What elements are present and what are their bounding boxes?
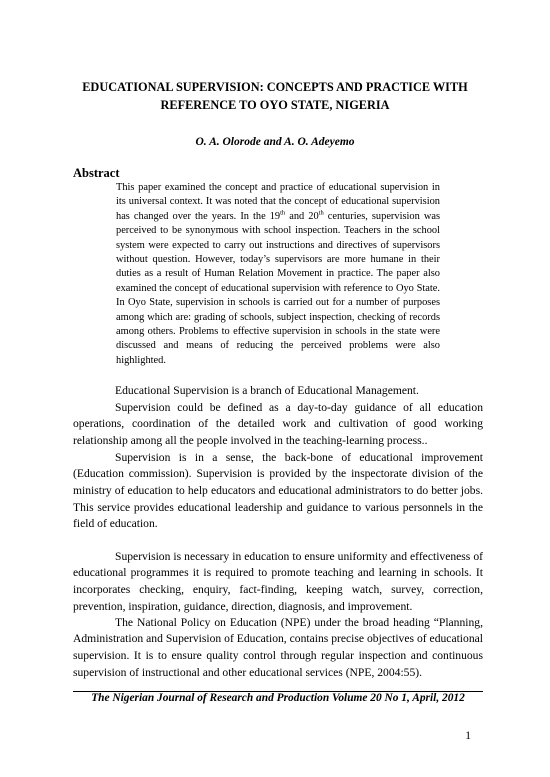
authors: O. A. Olorode and A. O. Adeyemo [195, 136, 355, 148]
body-paragraph-1: Educational Supervision is a branch of Educational Management. [115, 384, 419, 397]
title-line-1: EDUCATIONAL SUPERVISION: CONCEPTS AND PRACTICE WITH [82, 80, 468, 94]
superscript-th-1: th [280, 209, 286, 217]
superscript-th-2: th [318, 209, 324, 217]
abstract-text [116, 181, 440, 368]
body-paragraph-2: Supervision could be defined as a day-to-day guidance of all education operations, coordination of the detailed work and cultivation of good working relationship among all the people involved in the teaching-learning process.. [73, 400, 483, 447]
abstract-text-c: centuries, supervision was perceived to be synonymous with school inspection. Teachers in the school system were expected to carry out instructions and directives of supervisors without question. However, today’s supervisors are more humane in their duties as a result of Human Relation Movement in practice. The paper also examined the concept of educational supervision with reference to Oyo State. In Oyo State, supervision in schools is carried out for a number of purposes among which are: grading of schools, subject inspection, checking of records among others. Problems to effective supervision in schools in the state were discussed and means of reducing the perceived problems were also highlighted. [116, 210, 440, 366]
paper-title [60, 78, 490, 114]
abstract-text-b: and 20 [285, 210, 319, 222]
journal-footer: The Nigerian Journal of Research and Production Volume 20 No 1, April, 2012 [91, 692, 465, 704]
body-paragraph-5: The National Policy on Education (NPE) under the broad heading “Planning, Administration and Supervision of Education, contains precise objectives of educational supervision. It is to ensure quality control through regular inspection and continuous supervision of instructional and other educational services (NPE, 2004:55). [73, 615, 483, 679]
body-paragraph-4: Supervision is necessary in education to ensure uniformity and effectiveness of educational programmes it is required to promote teaching and learning in schools. It incorporates checking, enquiry, fact-finding, keeping watch, survey, correction, prevention, inspiration, guidance, direction, diagnosis, and improvement. [73, 549, 483, 613]
page-number: 1 [465, 730, 471, 742]
body-paragraph-3: Supervision is in a sense, the back-bone of educational improvement (Education commission). Supervision is provided by the inspectorate division of the ministry of education to help educators and educational administrators to do better jobs. This service provides educational leadership and guidance to various personnels in the field of education. [73, 450, 483, 531]
title-line-2: REFERENCE TO OYO STATE, NIGERIA [160, 98, 390, 112]
abstract-heading: Abstract [73, 166, 120, 180]
abstract-text-a: This paper examined the concept and practice of educational supervision in its universal context. It was noted that the concept of educational supervision has changed over the years. In the 19 [116, 182, 440, 222]
